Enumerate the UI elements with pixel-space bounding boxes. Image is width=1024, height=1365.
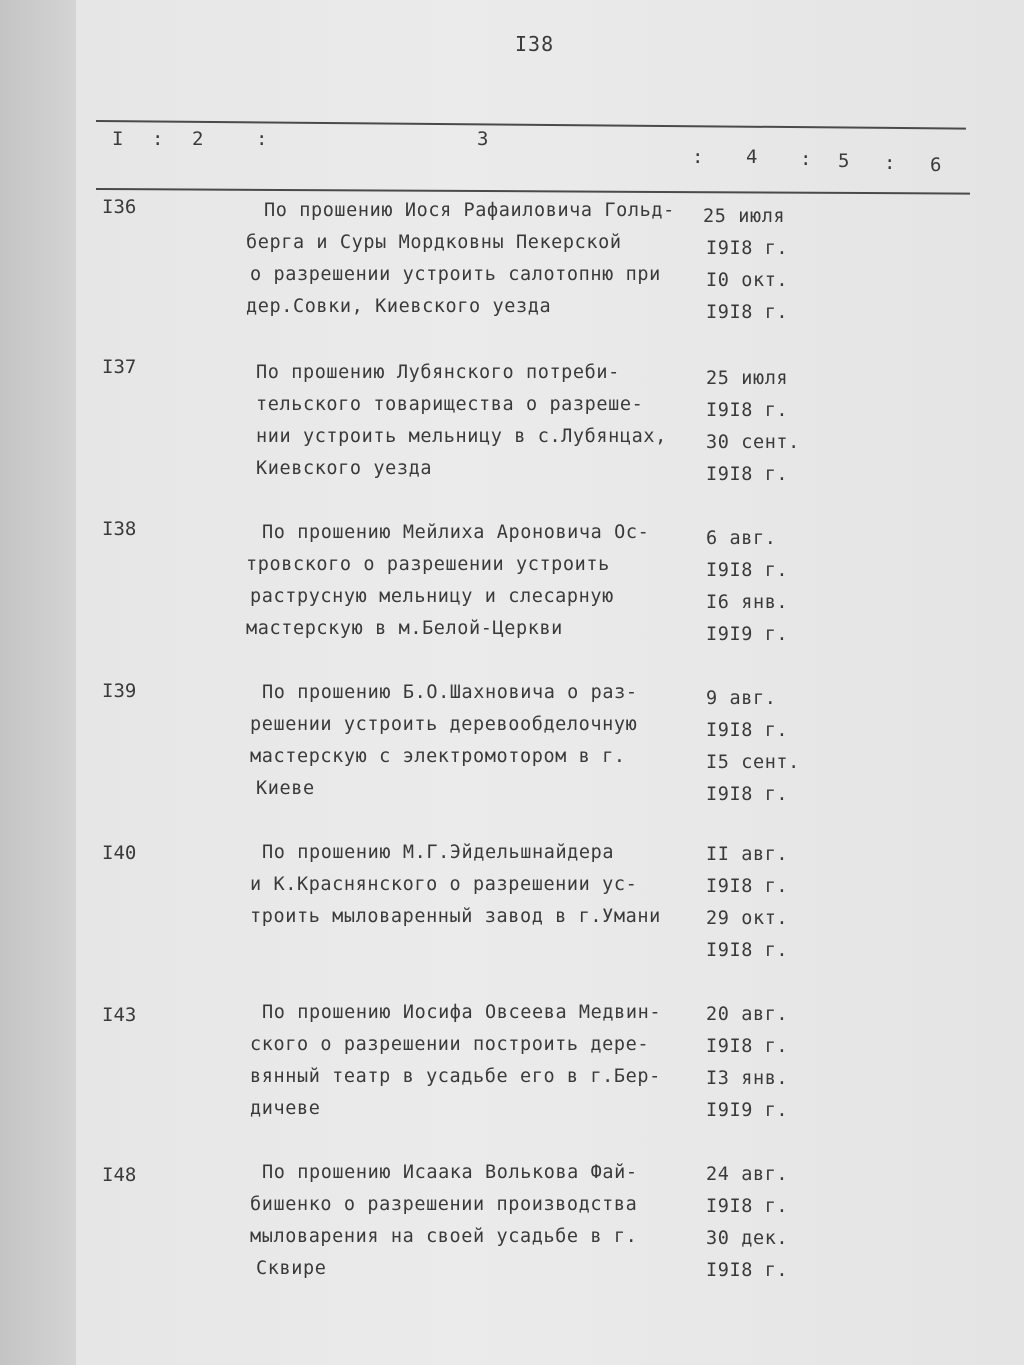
page-number: I38 [515,32,555,56]
record-text-line: троить мыловаренный завод в г.Умани [250,906,661,927]
record-text-line: По прошению Иося Рафаиловича Гольд- [264,200,675,221]
col-sep: : [152,128,164,150]
record-date: I9I8 г. [706,1196,789,1217]
record-date: I9I8 г. [706,238,789,259]
record-date: I9I8 г. [706,1036,789,1057]
record-date: 9 авг. [706,688,777,709]
record-text-line: бишенко о разрешении производства [250,1194,638,1215]
record-date: II авг. [706,844,789,865]
record-date: 25 июля [706,368,789,389]
col-sep: : [800,148,812,170]
record-date: 30 дек. [706,1228,789,1249]
record-text-line: дичеве [250,1098,321,1119]
col-header-1: I [112,128,124,150]
record-text-line: По прошению Иосифа Овсеева Медвин- [262,1002,662,1023]
record-text-line: решении устроить деревообделочную [250,714,638,735]
record-date: I9I8 г. [706,720,789,741]
record-text-line: По прошению Б.О.Шахновича о раз- [262,682,638,703]
col-header-2: 2 [192,128,204,150]
record-date: 6 авг. [706,528,777,549]
record-number: I43 [102,1004,137,1026]
col-header-4: 4 [746,146,758,168]
record-date: 29 окт. [706,908,789,929]
record-number: I38 [102,518,137,540]
record-date: 30 сент. [706,432,800,453]
col-header-3: 3 [477,128,489,150]
col-sep: : [884,152,896,174]
record-text-line: раструсную мельницу и слесарную [250,586,614,607]
record-text-line: о разрешении устроить салотопню при [250,264,661,285]
col-header-5: 5 [838,150,850,172]
record-text-line: Киеве [256,778,315,799]
record-number: I40 [102,842,137,864]
col-header-6: 6 [930,154,942,176]
record-text-line: Сквире [256,1258,327,1279]
record-date: I5 сент. [706,752,800,773]
record-text-line: мыловарения на своей усадьбе в г. [250,1226,638,1247]
record-text-line: По прошению М.Г.Эйдельшнайдера [262,842,615,863]
record-date: I9I8 г. [706,876,789,897]
record-date: I9I8 г. [706,560,789,581]
record-date: I3 янв. [706,1068,789,1089]
record-text-line: дер.Совки, Киевского уезда [246,296,552,317]
col-sep: : [256,128,268,150]
record-number: I37 [102,356,137,378]
record-date: I9I8 г. [706,464,789,485]
record-number: I48 [102,1164,137,1186]
record-text-line: вянный театр в усадьбе его в г.Бер- [250,1066,661,1087]
record-date: I9I8 г. [706,400,789,421]
record-date: I0 окт. [706,270,789,291]
record-text-line: и К.Краснянского о разрешении ус- [250,874,638,895]
record-date: I6 янв. [706,592,789,613]
record-text-line: тровского о разрешении устроить [246,554,610,575]
record-text-line: По прошению Мейлиха Ароновича Ос- [262,522,650,543]
record-number: I39 [102,680,137,702]
record-text-line: Киевского уезда [256,458,433,479]
record-text-line: мастерскую с электромотором в г. [250,746,626,767]
record-date: 20 авг. [706,1004,789,1025]
record-date: 25 июля [703,206,786,227]
record-number: I36 [102,196,137,218]
record-date: 24 авг. [706,1164,789,1185]
record-text-line: тельского товарищества о разреше- [256,394,644,415]
record-text-line: ского о разрешении построить дере- [250,1034,650,1055]
record-text-line: мастерскую в м.Белой-Церкви [246,618,563,639]
record-text-line: По прошению Исаака Волькова Фай- [262,1162,638,1183]
record-date: I9I9 г. [706,1100,789,1121]
record-date: I9I8 г. [706,1260,789,1281]
col-sep: : [692,146,704,168]
record-text-line: По прошению Лубянского потреби- [256,362,620,383]
record-date: I9I9 г. [706,624,789,645]
binding-strip [0,0,77,1365]
record-text-line: берга и Суры Мордковны Пекерской [246,232,622,253]
record-date: I9I8 г. [706,784,789,805]
record-date: I9I8 г. [706,302,789,323]
record-text-line: нии устроить мельницу в с.Лубянцах, [256,426,667,447]
record-date: I9I8 г. [706,940,789,961]
